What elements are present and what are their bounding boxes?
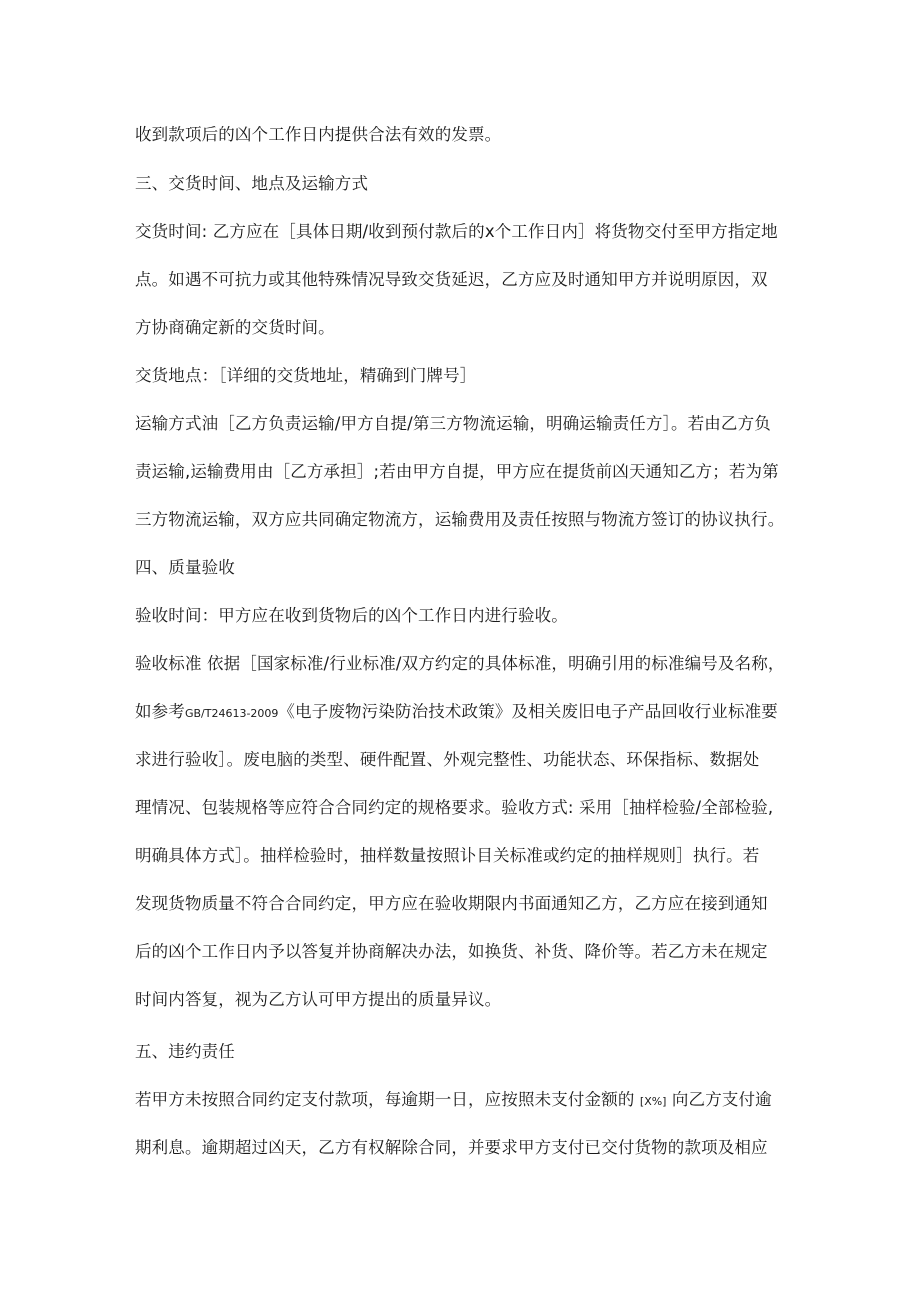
paragraph-line: 期利息。逾期超过凶天，乙方有权解除合同，并要求甲方支付已交付货物的款项及相应: [135, 1138, 768, 1157]
paragraph-line: 三方物流运输，双方应共同确定物流方，运输费用及责任按照与物流方签订的协议执行。: [135, 510, 785, 529]
paragraph-line: 明确具体方式］。抽样检验时，抽样数量按照讣目关标准或约定的抽样规则］执行。若: [135, 846, 760, 865]
section-heading: 四、质量验收: [135, 558, 235, 577]
paragraph-line: 运输方式油［乙方负责运输/甲方自提/第三方物流运输，明确运输责任方］。若由乙方负: [135, 414, 771, 433]
text-run: 《电子废物污染防治技术政策》及相关废旧电子产品回收行业标准要: [278, 702, 778, 721]
paragraph-line: 交货地点：［详细的交货地址，精确到门牌号］: [135, 366, 477, 385]
standard-code: GB/T24613-2009: [184, 707, 279, 720]
paragraph-line: 验收时间：甲方应在收到货物后的凶个工作日内进行验收。: [135, 606, 568, 625]
paragraph-line: [135, 700, 795, 726]
paragraph-line: 点。如遇不可抗力或其他特殊情况导致交货延迟，乙方应及时通知甲方并说明原因，双: [135, 270, 768, 289]
paragraph-line: 方协商确定新的交货时间。: [135, 318, 335, 337]
paragraph-line: 发现货物质量不符合合同约定，甲方应在验收期限内书面通知乙方，乙方应在接到通知: [135, 894, 768, 913]
section-heading: 三、交货时间、地点及运输方式: [135, 174, 369, 193]
paragraph-line: 收到款项后的凶个工作日内提供合法有效的发票。: [135, 125, 502, 144]
paragraph-line: 验收标准 依据［国家标准/行业标准/双方约定的具体标准，明确引用的标准编号及名称，: [135, 654, 785, 673]
paragraph-line: 理情况、包装规格等应符合合同约定的规格要求。验收方式: 采用［抽样检验/全部检验,: [135, 798, 774, 817]
text-run: 向乙方支付逾: [671, 1090, 772, 1109]
paragraph-line: 交货时间: 乙方应在［具体日期/收到预付款后的x个工作日内］将货物交付至甲方指定地: [135, 222, 778, 241]
text-run: 若甲方未按照合同约定支付款项，每逾期一日，应按照未支付金额的: [135, 1090, 635, 1109]
section-heading: 五、违约责任: [135, 1042, 235, 1061]
paragraph-line: 责运输,运输费用由［乙方承担］;若由甲方自提，甲方应在提货前凶天通知乙方；若为第: [135, 462, 779, 481]
text-run: 如参考: [135, 702, 185, 721]
paragraph-line: 后的凶个工作日内予以答复并协商解决办法，如换货、补货、降价等。若乙方未在规定: [135, 942, 768, 961]
paragraph-line: 求进行验收］。废电脑的类型、硬件配置、外观完整性、功能状态、环保指标、数据处: [135, 750, 760, 769]
paragraph-line: [135, 1088, 795, 1114]
paragraph-line: 时间内答复，视为乙方认可甲方提出的质量异议。: [135, 990, 502, 1009]
rate-placeholder: [X%]: [639, 1095, 667, 1108]
